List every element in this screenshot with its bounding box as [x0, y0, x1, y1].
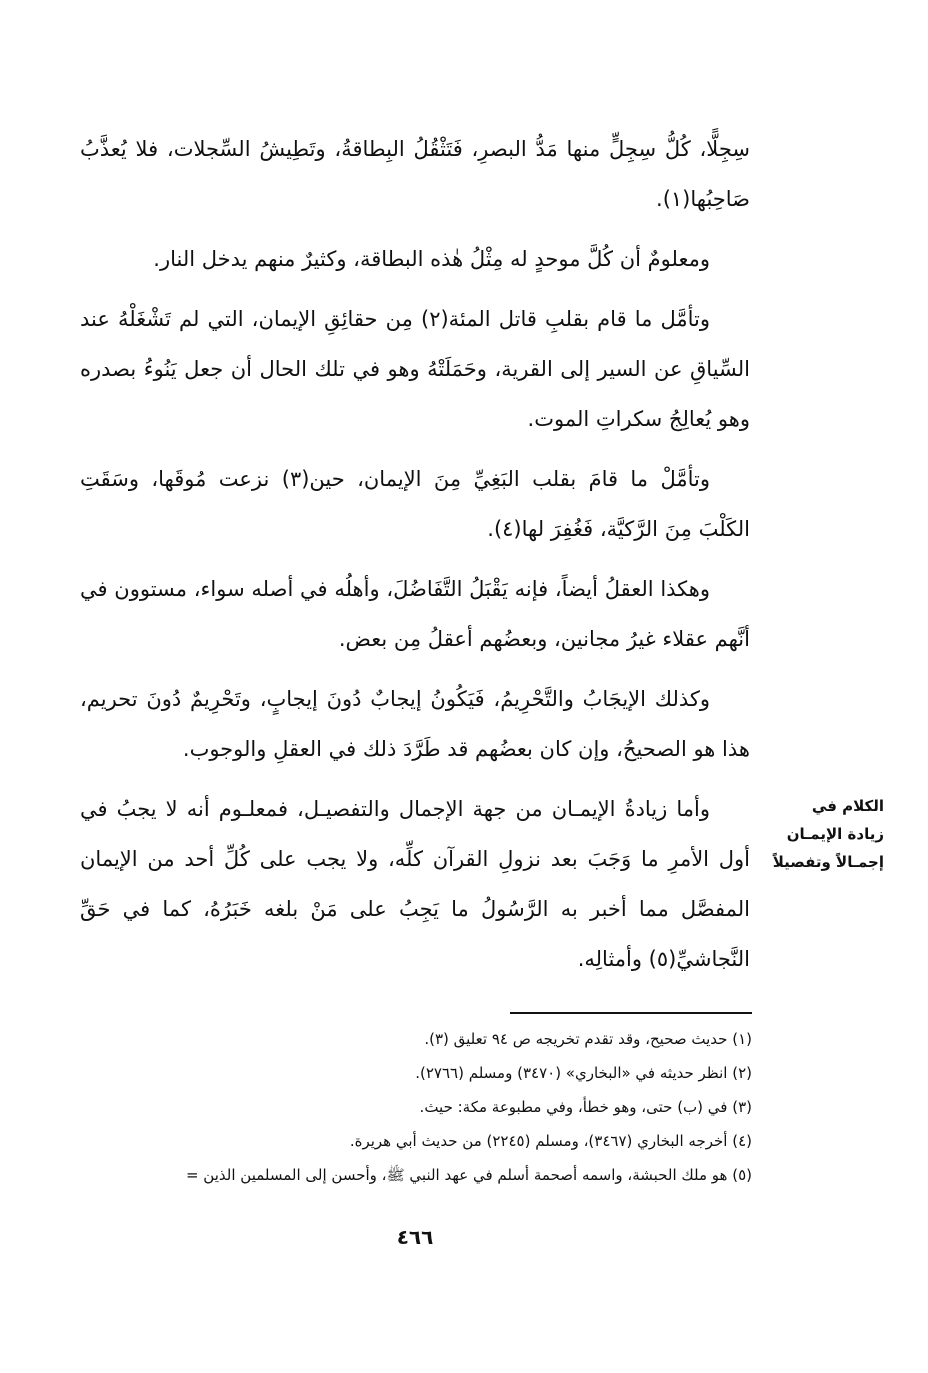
page-number: ٤٦٦: [396, 1225, 434, 1249]
paragraph-5: وهكذا العقلُ أيضاً، فإنه يَقْبَلُ التَّفَاضُلَ، وأهلُه في أصله سواء، مستوون في أنَّهم عقلاء غيرُ مجانين، وبعضُهم أعقلُ مِن بعض.: [80, 577, 750, 651]
footnote-2: (٢) انظر حديثه في «البخاري» (٣٤٧٠) ومسلم (٢٧٦٦).: [415, 1064, 752, 1082]
footnotes: [100, 1022, 752, 1192]
paragraph-3: وتأمَّل ما قام بقلبِ قاتل المئة(٢) مِن حقائِقِ الإيمان، التي لم تَشْغَلْهُ عند السِّياقِ عن السير إلى القرية، وحَمَلَتْهُ وهو في تلك الحال أن جعل يَنُوءُ بصدره وهو يُعالِجُ سكراتِ الموت.: [80, 307, 750, 431]
footnote-divider: [510, 1012, 752, 1014]
margin-note: الكلام في زيادة الإيمـان إجمـالاً وتفصيلاً: [772, 797, 884, 871]
footnote-3: (٣) في (ب) حتى، وهو خطأ، وفي مطبوعة مكة: حيث.: [419, 1098, 752, 1116]
main-text: [80, 124, 750, 984]
paragraph-4: وتأمَّلْ ما قامَ بقلب البَغِيِّ مِنَ الإيمان، حين(٣) نزعت مُوقَها، وسَقَتِ الكَلْبَ مِنَ الرَّكيَّة، فَغُفِرَ لها(٤).: [80, 467, 750, 541]
footnote-5: (٥) هو ملك الحبشة، واسمه أصحمة أسلم في عهد النبي ﷺ، وأحسن إلى المسلمين الذين =: [185, 1166, 752, 1184]
paragraph-7: وأما زيادةُ الإيمـان من جهة الإجمال والتفصيـل، فمعلـوم أنه لا يجبُ في أول الأمرِ ما وَجَبَ بعد نزولِ القرآن كلِّه، ولا يجب على كُلِّ أحد من الإيمان المفصَّل مما أخبر به الرَّسُولُ ما يَجِبُ على مَنْ بلغه خَبَرُهُ، كما في حَقِّ النَّجاشيِّ(٥) وأمثالِه.: [80, 797, 750, 971]
paragraph-2: ومعلومٌ أن كُلَّ موحدٍ له مِثْلُ هٰذه البطاقة، وكثيرٌ منهم يدخل النار.: [153, 247, 710, 271]
paragraph-1: سِجِلًّا، كُلُّ سِجِلٍّ منها مَدُّ البصرِ، فَتَثْقُلُ البِطاقةُ، وتَطِيشُ السِّجلات، فلا يُعذَّبُ صَاحِبُها(١).: [80, 137, 750, 211]
paragraph-6: وكذلك الإيجَابُ والتَّحْرِيمُ، فَيَكُونُ إيجابٌ دُونَ إيجابٍ، وتَحْرِيمٌ دُونَ تحريم، هذا هو الصحيحُ، وإن كان بعضُهم قد طَرَّدَ ذلك في العقلِ والوجوب.: [80, 687, 750, 761]
footnote-1: (١) حديث صحيح، وقد تقدم تخريجه ص ٩٤ تعليق (٣).: [424, 1030, 752, 1048]
footnote-4: (٤) أخرجه البخاري (٣٤٦٧)، ومسلم (٢٢٤٥) من حديث أبي هريرة.: [349, 1132, 752, 1150]
